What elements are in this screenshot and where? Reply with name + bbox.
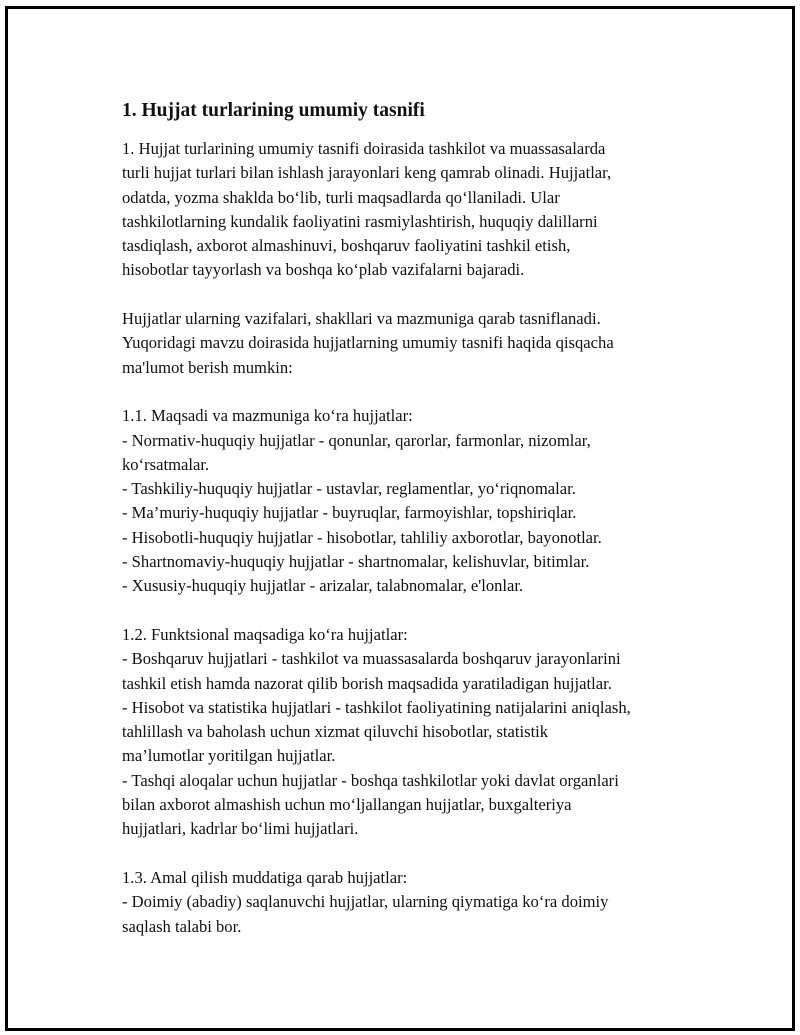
- text-line: 1.3. Amal qilish muddatiga qarab hujjatlar:: [122, 867, 408, 887]
- text-line: - Xususiy-huquqiy hujjatlar - arizalar, talabnomalar, e'lonlar.: [122, 576, 524, 596]
- page-title: 1. Hujjat turlarining umumiy tasnifi: [122, 100, 425, 121]
- text-line: - Normativ-huquqiy hujjatlar - qonunlar, qarorlar, farmonlar, nizomlar,: [122, 430, 591, 450]
- text-line: tashkilotlarning kundalik faoliyatini rasmiylashtirish, huquqiy dalillarni: [122, 211, 598, 231]
- text-line: - Tashqi aloqalar uchun hujjatlar - boshqa tashkilotlar yoki davlat organlari: [122, 770, 619, 790]
- text-line: 1.2. Funktsional maqsadiga ko‘ra hujjatlar:: [122, 624, 408, 644]
- text-line: saqlash talabi bor.: [122, 916, 242, 936]
- text-line: - Hisobot va statistika hujjatlari - tashkilot faoliyatining natijalarini aniqlash,: [122, 697, 631, 717]
- text-line: - Shartnomaviy-huquqiy hujjatlar - shartnomalar, kelishuvlar, bitimlar.: [122, 552, 590, 572]
- text-line: - Ma’muriy-huquqiy hujjatlar - buyruqlar, farmoyishlar, topshiriqlar.: [122, 503, 577, 523]
- paragraph: [122, 404, 712, 598]
- text-line: - Tashkiliy-huquqiy hujjatlar - ustavlar, reglamentlar, yo‘riqnomalar.: [122, 479, 576, 499]
- paragraph: [122, 623, 712, 842]
- text-line: hisobotlar tayyorlash va boshqa ko‘plab vazifalarni bajaradi.: [122, 260, 525, 280]
- text-line: tasdiqlash, axborot almashinuvi, boshqaruv faoliyatini tashkil etish,: [122, 236, 571, 256]
- text-line: - Hisobotli-huquqiy hujjatlar - hisobotlar, tahliliy axborotlar, bayonotlar.: [122, 527, 602, 547]
- text-line: Yuqoridagi mavzu doirasida hujjatlarning umumiy tasnifi haqida qisqacha: [122, 333, 614, 353]
- text-line: hujjatlari, kadrlar bo‘limi hujjatlari.: [122, 819, 359, 839]
- paragraph: [122, 307, 712, 380]
- document-page: [5, 6, 795, 1031]
- paragraph: [122, 866, 712, 939]
- text-line: - Doimiy (abadiy) saqlanuvchi hujjatlar, ularning qiymatiga ko‘ra doimiy: [122, 892, 609, 912]
- text-line: tahlillash va baholash uchun xizmat qiluvchi hisobotlar, statistik: [122, 722, 549, 742]
- text-line: turli hujjat turlari bilan ishlash jarayonlari keng qamrab olinadi. Hujjatlar,: [122, 163, 612, 183]
- text-line: - Boshqaruv hujjatlari - tashkilot va muassasalarda boshqaruv jarayonlarini: [122, 649, 621, 669]
- text-line: ko‘rsatmalar.: [122, 454, 210, 474]
- text-line: odatda, yozma shaklda bo‘lib, turli maqsadlarda qo‘llaniladi. Ular: [122, 187, 560, 207]
- paragraph: [122, 137, 712, 283]
- text-line: tashkil etish hamda nazorat qilib borish maqsadida yaratiladigan hujjatlar.: [122, 673, 612, 693]
- text-line: ma’lumotlar yoritilgan hujjatlar.: [122, 746, 336, 766]
- text-line: Hujjatlar ularning vazifalari, shakllari va mazmuniga qarab tasniflanadi.: [122, 309, 601, 329]
- text-line: ma'lumot berish mumkin:: [122, 357, 293, 377]
- document-content: [122, 97, 712, 963]
- text-line: 1. Hujjat turlarining umumiy tasnifi doirasida tashkilot va muassasalarda: [122, 139, 606, 158]
- text-line: bilan axborot almashish uchun mo‘ljallangan hujjatlar, buxgalteriya: [122, 795, 572, 815]
- text-line: 1.1. Maqsadi va mazmuniga ko‘ra hujjatlar:: [122, 406, 413, 426]
- document-body: [122, 137, 712, 939]
